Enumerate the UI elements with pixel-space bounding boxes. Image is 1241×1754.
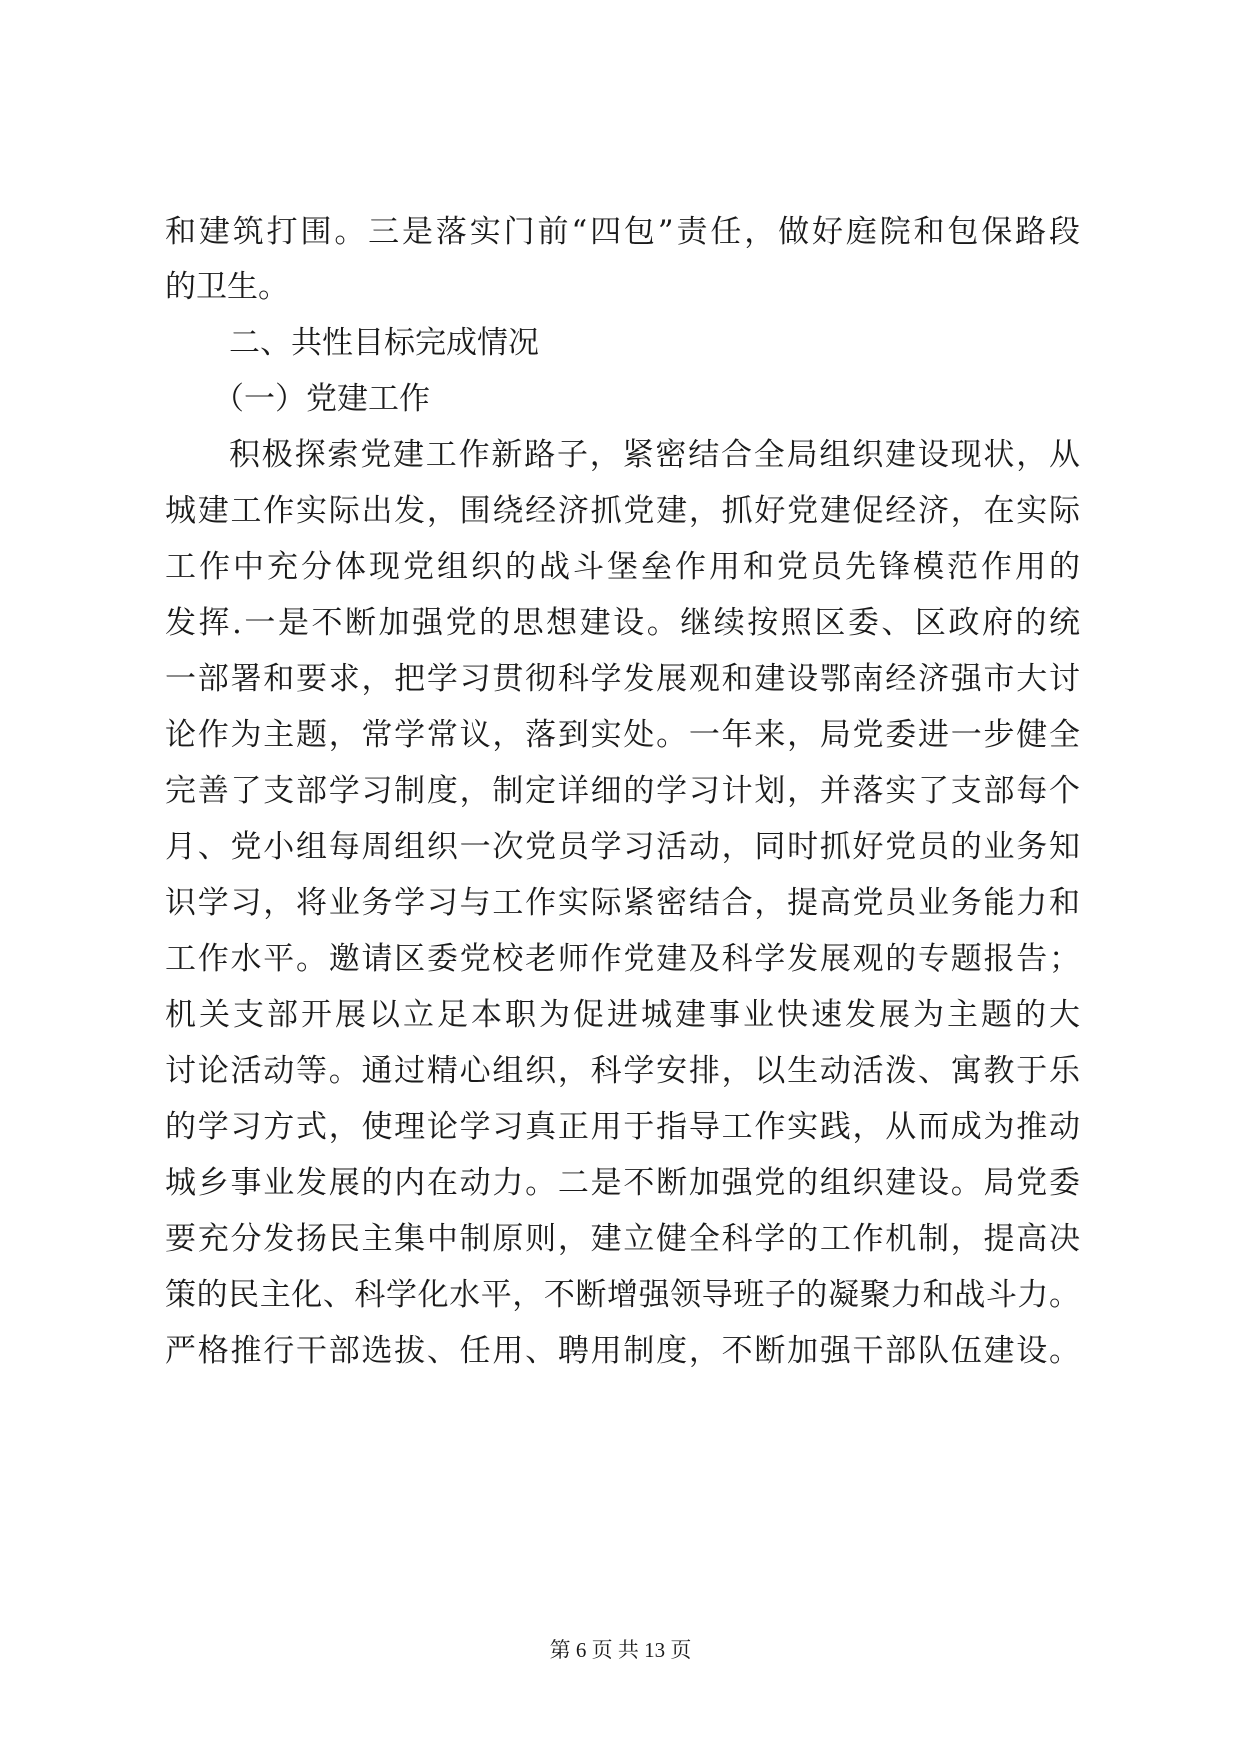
body-line-6: 城建工作实际出发，围绕经济抓党建，抓好党建促经济，在实际 [165, 493, 1080, 529]
body-line-20: 策的民主化、科学化水平，不断增强领导班子的凝聚力和战斗力。 [165, 1277, 1080, 1313]
paragraph-first-line: 积极探索党建工作新路子，紧密结合全局组织建设现状，从 [229, 437, 1080, 473]
body-line-7: 工作中充分体现党组织的战斗堡垒作用和党员先锋模范作用的 [165, 549, 1080, 585]
page-number-footer: 第 6 页 共 13 页 [549, 1638, 692, 1662]
body-line-16: 讨论活动等。通过精心组织，科学安排，以生动活泼、寓教于乐 [165, 1053, 1080, 1089]
body-line-13: 识学习，将业务学习与工作实际紧密结合，提高党员业务能力和 [165, 885, 1080, 921]
body-line-19: 要充分发扬民主集中制原则，建立健全科学的工作机制，提高决 [165, 1221, 1080, 1257]
body-line-15: 机关支部开展以立足本职为促进城建事业快速发展为主题的大 [165, 997, 1080, 1033]
body-line-21: 严格推行干部选拔、任用、聘用制度，不断加强干部队伍建设。 [165, 1333, 1080, 1369]
body-line-9: 一部署和要求，把学习贯彻科学发展观和建设鄂南经济强市大讨 [165, 661, 1080, 697]
body-line-18: 城乡事业发展的内在动力。二是不断加强党的组织建设。局党委 [165, 1165, 1080, 1201]
body-line-12: 月、党小组每周组织一次党员学习活动，同时抓好党员的业务知 [165, 829, 1080, 865]
body-line-11: 完善了支部学习制度，制定详细的学习计划，并落实了支部每个 [165, 773, 1080, 809]
body-line-17: 的学习方式，使理论学习真正用于指导工作实践，从而成为推动 [165, 1109, 1080, 1145]
section-heading: 二、共性目标完成情况 [229, 325, 539, 361]
body-line-14: 工作水平。邀请区委党校老师作党建及科学发展观的专题报告； [165, 941, 1080, 977]
subsection-heading: （一）党建工作 [213, 381, 430, 417]
body-line-8: 发挥.一是不断加强党的思想建设。继续按照区委、区政府的统 [165, 605, 1080, 641]
body-line-2: 的卫生。 [165, 269, 289, 305]
body-line-10: 论作为主题，常学常议，落到实处。一年来，局党委进一步健全 [165, 717, 1080, 753]
body-line-1: 和建筑打围。三是落实门前“四包”责任，做好庭院和包保路段 [165, 214, 1080, 250]
